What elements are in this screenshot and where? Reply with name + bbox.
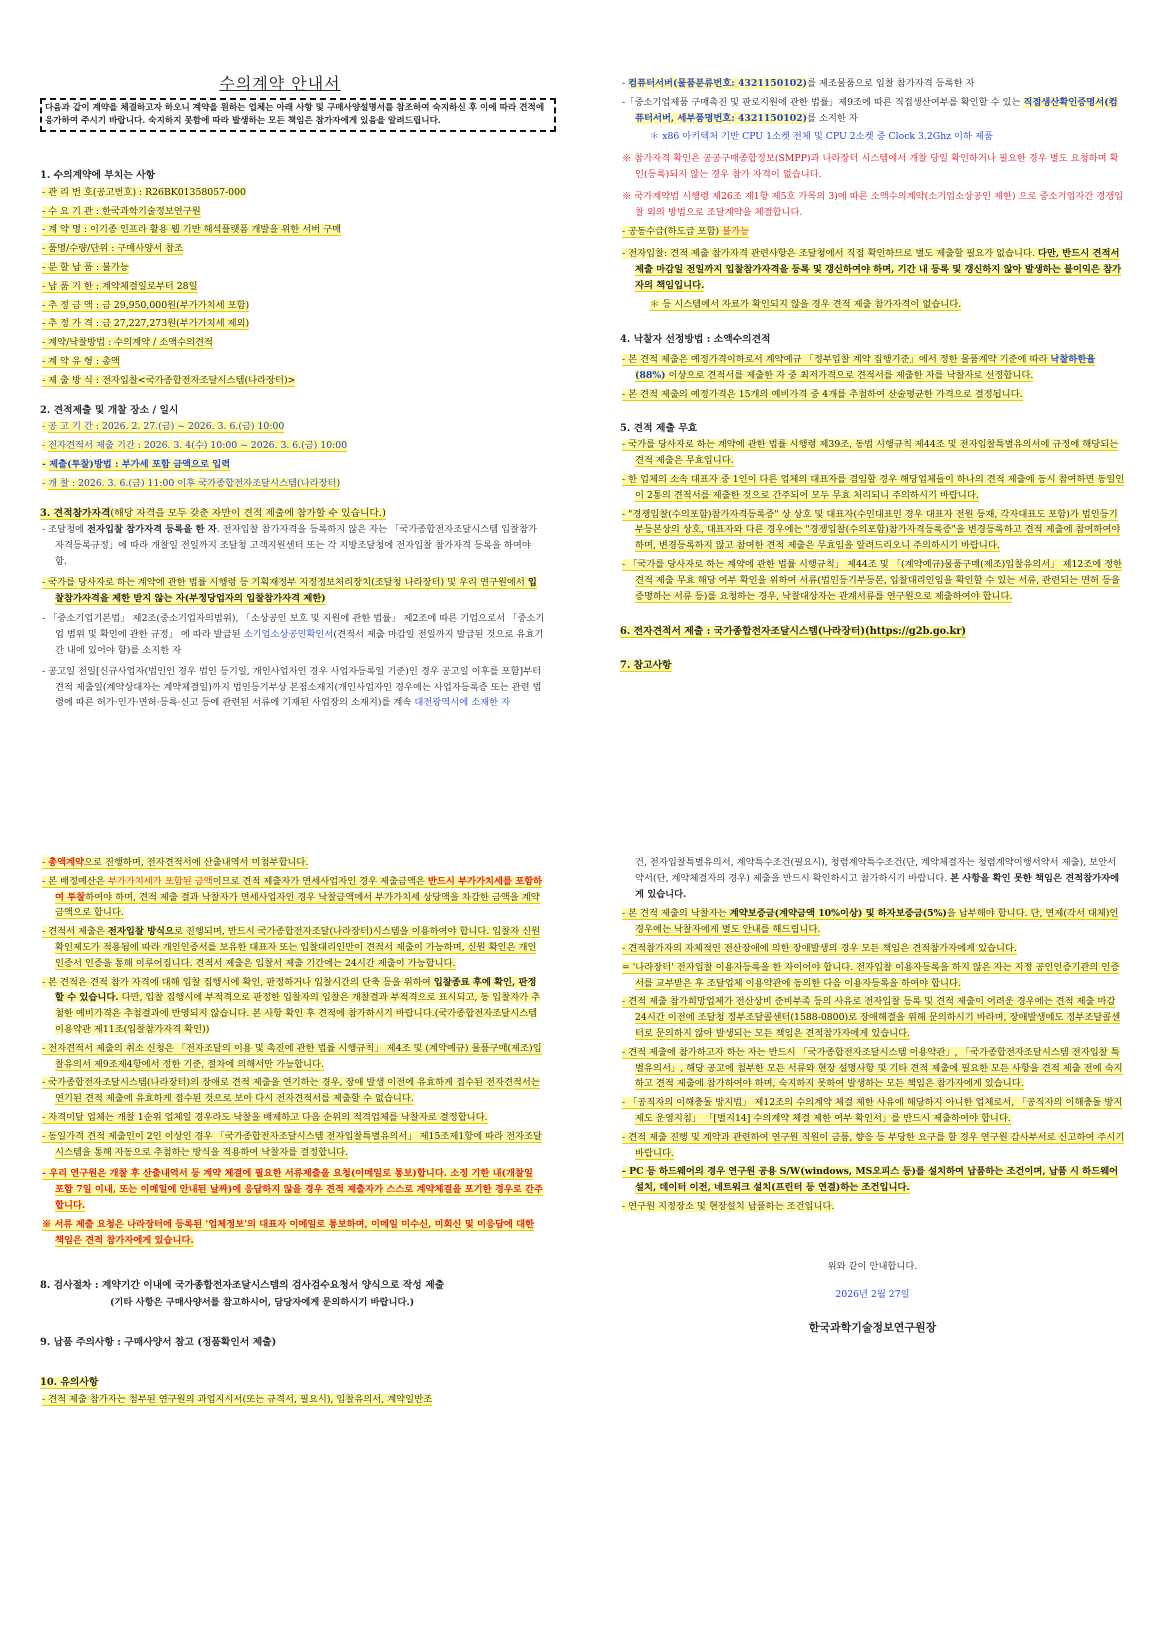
- p2a-text: 동일가격 견적 제출인이 2인 이상인 경우 「국가종합전자조달시스템 전자입찰특별유의서」 제15조제1항에 따라 전자조달시스템을 통해 자동으로 추첨하는 방식을 적용하여 낙찰자를 결정합니다.: [48, 1130, 543, 1158]
- p2b-text: 견적 제출에 참가하고자 하는 자는 반드시 「국가종합전자조달시스템 이용약관」, 「국가종합전자조달시스템 전자입찰 특별유의서」, 해당 공고에 첨부한 모든 서류와 현장 설명사항 및 기타 견적 제출에 필요한 모든 사항을 견적 제출 전에 숙지하고 견적 제출에 참가하여야 하며, 숙지하지 못하여 발생하는 모든 책임은 참가자에게 있습니다.: [628, 1046, 1123, 1090]
- p2b-text: PC 등 하드웨어의 경우 연구원 공용 S/W(windows, MS오피스 등)를 설치하여 납품하는 조건이며, 납품 시 하드웨어 설치, 데이터 이전, 네트워크 설치(프린터 등 연결)하는 조건입니다.: [629, 1166, 1119, 1194]
- s3-text: 전자입찰 참가자격 등록을 한 자: [87, 524, 217, 536]
- s3-text: 입찰참가자격을 제한 받지 않는 자(부정당업자의 입찰참가자격 제한): [55, 576, 537, 604]
- s1-item: 계약/낙찰방법 : 수의계약 / 소액수의견적: [48, 337, 214, 349]
- p2b-text: 건, 전자입찰특별유의서, 계약특수조건(필요시), 청렴계약특수조건(단, 계약체결자는 청렴계약이행서약서 제출), 보안서약서(단, 계약체결자의 경우) 제출을 반드시 확인하시고 참가하시기 바랍니다.: [635, 857, 1117, 884]
- column-3: - 총액계약으로 진행하며, 전자견적서에 산출내역서 미첨부합니다. - 본 배정예산은 부가가치세가 포함된 금액이므로 견적 제출자가 면세사업자인 경우 제출금액은 반드시 부가가치세를 포함하여 투찰하여야 하며, 견적 제출 결과 낙찰자가 면세사업자인 경우 낙찰금액에서 부가가치세 상당액을 차감한 금액을 계약금액으로 합니다. - 견적서 제출은 전자입찰 방식으로 진행되며, 반드시 국가종합전자조달(나라장터)시스템을 이용하여야 합니다. 입찰자 신원확인제도가 적용됨에 따라 개인인증서를 보유한 대표자 또는 입찰대리인만이 견적서 제출이 가능하며, 신원 확인은 개인 인증서 인증을 통해 이루어집니다. 견적서 제출은 입찰서 제출 기간에는 24시간 제출이 가능합니다. - 본 견적은 견적 참가 자격에 대해 입찰 집행시에 확인, 판정하거나 입찰시간의 단축 등을 위하여 입찰종료 후에 확인, 판정할 수 있습니다. 다만, 입찰 집행시에 부적격으로 판정한 입찰자의 입찰은 개찰결과 부적격으로 표시되고, 동 입찰자가 추첨한 예비가격은 추첨결과에 반영되지 않습니다. 본 사항 확인 후 견적에 참가하시기 바랍니다.(국가종합전자조달시스템 이용약관 제11조(입찰참가자격 확인)) - 전자견적서 제출의 취소 신청은 「전자조달의 이용 및 촉진에 관한 법률 시행규칙」 제4조 및 (계약예규) 물품구매(제조)입찰유의서 제9조제4항에서 정한 기준, 절차에 의해서만 가능합니다. - 국가종합전자조달시스템(나라장터)의 장애로 견적 제출을 연기하는 경우, 장애 발생 이전에 유효하게 접수된 전자견적서는 연기된 견적 제출에 유효하게 접수된 것으로 보아 다시 전자견적서를 제출할 수 없습니다. - 자격미달 업체는 개찰 1순위 업체일 경우라도 낙찰을 배제하고 다음 순위의 적격업체를 낙찰자로 결정합니다. - 동일가격 견적 제출인이 2인 이상인 경우 「국가종합전자조달시스템 전자입찰특별유의서」 제15조제1항에 따라 전자조달시스템을 통해 자동으로 추첨하는 방식을 적용하여 낙찰자를 결정합니다. - 우리 연구원은 개찰 후 산출내역서 등 계약 체결에 필요한 서류제출을 요청(이메일로 통보)합니다. 소정 기한 내(개찰일 포함 7일 이내, 또는 이메일에 안내된 날짜)에 응답하지 않을 경우 견적 제출자가 스스로 계약체결을 포기한 경우로 간주합니다. ※ 서류 제출 요청은 나라장터에 등록된 '업체정보'의 대표자 이메일로 통보하며, 이메일 미수신, 미회신 및 미응답에 대한 책임은 견적 참가자에게 있습니다. 8. 검사절차 : 계약기간 이내에 국가종합전자조달시스템의 검사검수요청서 양식으로 작성 제출 (기타 사항은 구매사양서를 참고하시어, 담당자에게 문의하시기 바랍니다.) 9. 납품 주의사항 : 구매사양서 참고 (정품확인서 제출) 10. 유의사항 - 견적 제출 참가자는 첨부된 연구원의 과업지시서(또는 규격서, 필요시), 입찰유의서, 계약일반조: [40, 857, 543, 1405]
- s1-item: 계 약 유 형 : 총액: [48, 355, 120, 367]
- p2a-text: 다만, 입찰 집행시에 부적격으로 판정한 입찰자의 입찰은 개찰결과 부적격으로 표시되고, 동 입찰자가 추첨한 예비가격은 추첨결과에 반영되지 않습니다. 본 사항 확인 후 견적에 참가하시기 바랍니다.(국가종합전자조달시스템 이용약관 제11조(입찰참가자격 확인)): [55, 992, 541, 1035]
- s5-item: 「국가를 당사자로 하는 계약에 관한 법률 시행규칙」 제44조 및 「(계약예규)물품구매(제조)입찰유의서」 제12조에 정한 견적 제출 무효 해당 여부 확인을 위하여 서류(법인등기부등본, 입찰대리인임을 확인할 수 있는 서류, 관련되는 면허 등을 증명하는 서류 등)를 요청하는 경우, 낙찰대상자는 관계서류를 연구원으로 제출하여야 합니다.: [628, 558, 1123, 602]
- s5-item: "경쟁입찰(수의포함)참가자격등록증" 상 상호 및 대표자(수인대표인 경우 대표자 전원 등재, 각자대표도 포함)가 법인등기부등본상의 상호, 대표자와 다른 경우에는 "경쟁입찰(수의포함)참가자격등록증"을 변경등록하고 견적 제출에 참여하여야 하며, 변경등록하지 않고 참여한 견적 제출은 무효임을 알려드리오니 주의하시기 바랍니다.: [628, 508, 1121, 552]
- column-2: - 컴퓨터서버(물품분류번호: 4321150102)를 제조물품으로 입찰 참가자격 등록한 자 -「중소기업제품 구매촉진 및 판로지원에 관한 법률」제9조에 따른 직접생산여부를 확인할 수 있는 직접생산확인증명서(컴퓨터서버, 세부품명번호: 4321150102)를 소지한 자 ＊ x86 아키텍처 기반 CPU 1소켓 전체 및 CPU 2소켓 중 Clock 3.2Ghz 이하 제품 ※ 참가자격 확인은 공공구매종합정보(SMPP)과 나라장터 시스템에서 개찰 당일 확인하거나 필요한 경우 별도 요청하며 확인(등록)되지 않는 경우 참가 자격이 없습니다. ※ 국가계약법 시행령 제26조 제1항 제5호 가목의 3)에 따른 소액수의계약(소기업소상공인 제한) 으로 중소기업자간 경쟁입찰 외의 방법으로 조달계약을 체결합니다. - 공동수급(하도급 포함) 불가능 - 전자입찰: 견적 제출 참가자격 관련사항은 조달청에서 직접 확인하므로 별도 제출할 필요가 없습니다. 다만, 반드시 견적서 제출 마감일 전일까지 입찰참가자격을 등록 및 갱신하여야 하며, 기간 내 등록 및 갱신하지 않아 발생하는 불이익은 참가자의 책임입니다. ＊ 등 시스템에서 자료가 확인되지 않을 경우 견적 제출 참가자격이 없습니다. 4. 낙찰자 선정방법 : 소액수의견적 - 본 견적 제출은 예정가격이하로서 계약예규 「정부입찰 계약 집행기준」에서 정한 물품계약 기준에 따라 낙찰하한율(88%) 이상으로 견적서를 제출한 자 중 최저가격으로 견적서를 제출한 자를 낙찰자로 선정합니다. - 본 견적 제출의 예정가격은 15개의 예비가격 중 4개를 추첨하여 산술평균한 가격으로 결정됩니다. 5. 견적 제출 무효 - 국가를 당사자로 하는 계약에 관한 법률 시행령 제39조, 동법 시행규칙 제44조 및 전자입찰특별유의서에 규정에 해당되는 견적 제출은 무효입니다. - 한 업체의 소속 대표자 중 1인이 다른 업체의 대표자를 겸임할 경우 해당업체들이 하나의 견적 제출에 동시 참여하면 동일인이 2통의 견적서를 제출한 것으로 간주되어 모두 무효 처리되니 주의하시기 바랍니다. - "경쟁입찰(수의포함)참가자격등록증" 상 상호 및 대표자(수인대표인 경우 대표자 전원 등재, 각자대표도 포함)가 법인등기부등본상의 상호, 대표자와 다른 경우에는 "경쟁입찰(수의포함)참가자격등록증"을 변경등록하고 견적 제출에 참여하여야 하며, 변경등록하지 않고 참여한 견적 제출은 무효임을 알려드리오니 주의하시기 바랍니다. - 「국가를 당사자로 하는 계약에 관한 법률 시행규칙」 제44조 및 「(계약예규)물품구매(제조)입찰유의서」 제12조에 정한 견적 제출 무효 해당 여부 확인을 위하여 서류(법인등기부등본, 입찰대리인임을 확인할 수 있는 서류, 관련되는 면허 등을 증명하는 서류 등)를 요청하는 경우, 낙찰대상자는 관계서류를 연구원으로 제출하여야 합니다. 6. 전자견적서 제출 : 국가종합전자조달시스템(나라장터)(https://g2b.go.kr) 7. 참고사항: [620, 78, 1125, 672]
- s4-text: 이상으로 견적서를 제출한 자 중 최저가격으로 견적서를 제출한 자를 낙찰자로 선정합니다.: [665, 369, 1034, 381]
- s3-text: 조달청에: [48, 524, 87, 536]
- s1-item: 품명/수량/단위 : 구매사양서 참조: [48, 243, 184, 255]
- closing-date: 2026년 2월 27일: [835, 1288, 910, 1300]
- section-7-heading: 7. 참고사항: [620, 660, 672, 672]
- section-3-heading: 3. 견적참가자격: [40, 507, 111, 519]
- closing-line: 위와 같이 안내합니다.: [827, 1260, 918, 1272]
- c2-text: 다만, 반드시 견적서 제출 마감일 전일까지 입찰참가자격을 등록 및 갱신하여야 하며, 기간 내 등록 및 갱신하지 않아 발생하는 불이익은 참가자의 책임입니다.: [635, 248, 1122, 291]
- section-10-heading: 10. 유의사항: [40, 1376, 99, 1388]
- s4-text: 본 견적 제출의 예정가격은 15개의 예비가격 중 4개를 추첨하여 산술평균한 가격으로 결정됩니다.: [628, 388, 1023, 400]
- s3-text: 국가를 당사자로 하는 계약에 관한 법률 시행령 등 기획재정부 지정정보처리장치(조달청 나라장터) 및 우리 연구원에서: [48, 576, 528, 588]
- page-2: [0, 826, 1168, 1652]
- p2a-text: 입찰종료 후에 확인, 판정할 수 있습니다.: [55, 976, 537, 1004]
- p2b-text: 견적 제출 참가희망업체가 전산상비 준비부족 등의 사유로 전자입찰 등록 및 견적 제출이 어려운 경우에는 견적 제출 마감 24시간 이전에 조달청 정부조달콜센터(1588-0800)로 장애해결을 위해 문의하시기 바라며, 장애발생에도 정부조달콜센터로 문의하지 않아 발생되는 모든 책임은 견적참가자에게 있습니다.: [628, 996, 1121, 1039]
- s2-item: 공 고 기 간 : 2026. 2. 27.(금) ~ 2026. 3. 6.(금) 10:00: [48, 421, 285, 433]
- p2b-text: 본 견적 제출의 낙찰자는: [628, 908, 730, 920]
- section-9-heading: 9. 납품 주의사항 : 구매사양서 참고 (정품확인서 제출): [40, 1336, 277, 1348]
- s3-text: 공고일 전일[신규사업자(법인인 경우 법인 등기일, 개인사업자인 경우 사업자등록일 기준)인 경우 공고일 이후를 포함]부터 견적 제출일(계약상대자는 계약체결일)까지 법인등기부상 본점소재지(개인사업자인 경우에는 사업자등록증 또는 관련 법령에 따른 허가·인가·면허·등록·신고 등에 관련된 서류에 기재된 사업장의 소재지)를 계속: [48, 665, 542, 709]
- s1-item: 관 리 번 호(공고번호) : R26BK01358057-000: [48, 186, 246, 198]
- c2-text: ※ 참가자격 확인은 공공구매종합정보(SMPP)과 나라장터 시스템에서 개찰 당일 확인하거나 필요한 경우 별도 요청하며 확인(등록)되지 않는 경우 참가 자격이 없습니다.: [622, 153, 1119, 180]
- s5-item: 국가를 당사자로 하는 계약에 관한 법률 시행령 제39조, 동법 시행규칙 제44조 및 전자입찰특별유의서에 규정에 해당되는 견적 제출은 무효입니다.: [628, 439, 1119, 467]
- p2a-text: 부가가치세가 포함된 금액: [107, 875, 213, 887]
- p2a-text: 로 진행되며, 반드시 국가종합전자조달(나라장터)시스템을 이용하여야 합니다. 입찰자 신원확인제도가 적용됨에 따라 개인인증서를 보유한 대표자 또는 입찰대리인만이 견적서 제출이 가능하며, 신원 확인은 개인 인증서 인증을 통해 이루어집니다. 견적서 제출은 입찰서 제출 기간에는 24시간 제출이 가능합니다.: [55, 926, 541, 969]
- document-title: 수의계약 안내서: [219, 74, 341, 93]
- c2-text: 를 소지한 자: [807, 112, 858, 124]
- p2a-text: 전자견적서 제출의 취소 신청은 「전자조달의 이용 및 촉진에 관한 법률 시행규칙」 제4조 및 (계약예규) 물품구매(제조)입찰유의서 제9조제4항에서 정한 기준, 절차에 의해서만 가능합니다.: [48, 1042, 542, 1070]
- p2a-text: 전자입찰 방식으: [107, 926, 175, 938]
- c2-text: -「중소기업제품 구매촉진 및 판로지원에 관한 법률」제9조에 따른 직접생산여부를 확인할 수 있는: [622, 96, 1024, 108]
- section-4-heading: 4. 낙찰자 선정방법 : 소액수의견적: [620, 334, 771, 346]
- p2b-text: 본 사항을 확인 못한 책임은 견적참가자에게 있습니다.: [635, 872, 1120, 900]
- section-6-heading: 6. 전자견적서 제출 : 국가종합전자조달시스템(나라장터)(https://g2b.go.kr): [620, 626, 967, 638]
- p2a-text: 우리 연구원은 개찰 후 산출내역서 등 계약 체결에 필요한 서류제출을 요청(이메일로 통보)합니다. 소정 기한 내(개찰일 포함 7일 이내, 또는 이메일에 안내된 날짜)에 응답하지 않을 경우 견적 제출자가 스스로 계약체결을 포기한 경우로 간주합니다.: [49, 1168, 543, 1211]
- p2b-text: 「공직자의 이해충돌 방지법」 제12조의 수의계약 체결 제한 사유에 해당하지 아니한 업체로서, 「공직자의 이해충돌 방지제도 운영지침」 「[별지14] 수의계약 체결 제한 여부 확인서」를 반드시 제출하여야 합니다.: [628, 1097, 1123, 1124]
- p2b-text: 견적 제출 진행 및 계약과 관련하여 연구원 직원이 금품, 향응 등 부당한 요구를 할 경우 연구원 감사부서로 신고하여 주시기 바랍니다.: [628, 1131, 1125, 1159]
- p2a-text: 국가종합전자조달시스템(나라장터)의 장애로 견적 제출을 연기하는 경우, 장애 발생 이전에 유효하게 접수된 전자견적서는 연기된 견적 제출에 유효하게 접수된 것으로 보아 다시 전자견적서를 제출할 수 없습니다.: [48, 1077, 540, 1105]
- c2-text: 컴퓨터서버(물품분류번호: 4321150102): [628, 78, 808, 89]
- c2-text: ＊ 등 시스템에서 자료가 확인되지 않을 경우 견적 제출 참가자격이 없습니다.: [650, 298, 962, 310]
- c2-text: 공동수급(하도급 포함): [628, 226, 723, 238]
- s4-text: 낙찰하한율(88%): [635, 354, 1096, 381]
- p2a-text: 총액계약: [48, 857, 85, 868]
- s3-text: . 전자입찰 참가자격을 등록하지 않은 자는 「국가종합전자조달시스템 입찰참가자격등록규정」에 따라 개찰일 전일까지 조달청 고객지원센터 또는 각 지방조달청에 전자입찰 참가자격 등록을 하여야 함.: [55, 524, 538, 567]
- p2b-text: 을 납부해야 합니다. 단, 면제(각서 대체)인 경우에는 낙찰자에게 별도 안내를 해드립니다.: [635, 908, 1119, 936]
- section-8-heading: 8. 검사절차 : 계약기간 이내에 국가종합전자조달시스템의 검사검수요청서 양식으로 작성 제출: [40, 1280, 445, 1292]
- s2-item: 제출(투찰)방법 : 부가세 포함 금액으로 입력: [49, 458, 231, 470]
- p2b-text: 계약보증금(계약금액 10%이상) 및 하자보증금(5%): [729, 908, 947, 920]
- p2a-text: 하여야 하며, 견적 제출 결과 낙찰자가 면세사업자인 경우 낙찰금액에서 부가가치세 상당액을 차감한 금액을 계약금액으로 합니다.: [55, 891, 540, 919]
- p2a-text: 견적서 제출은: [48, 926, 108, 938]
- c2-text: ※ 국가계약법 시행령 제26조 제1항 제5호 가목의 3)에 따른 소액수의계약(소기업소상공인 제한) 으로 중소기업자간 경쟁입찰 외의 방법으로 조달계약을 체결합니다.: [622, 190, 1124, 218]
- c2-text: ＊ x86 아키텍처 기반 CPU 1소켓 전체 및 CPU 2소켓 중 Clock 3.2Ghz 이하 제품: [650, 131, 993, 143]
- column-1: 1. 수의계약에 부치는 사항 - 관 리 번 호(공고번호) : R26BK01358057-000 - 수 요 기 관 : 한국과학기술정보연구원 - 계 약 명 : 이기종 인프라 활용 웹 기반 해석플랫폼 개발을 위한 서버 구매 - 품명/수량/단위 : 구매사양서 참조 - 분 할 납 품 : 불가능 - 납 품 기 한 : 계약체결일로부터 28일 - 추 정 금 액 : 금 29,950,000원(부가가치세 포함) - 추 정 가 격 : 금 27,227,273원(부가가치세 제외) - 계약/낙찰방법 : 수의계약 / 소액수의견적 - 계 약 유 형 : 총액 - 제 출 방 식 : 전자입찰<국가종합전자조달시스템(나라장터)> 2. 견적제출 및 개찰 장소 / 일시 - 공 고 기 간 : 2026. 2. 27.(금) ~ 2026. 3. 6.(금) 10:00 - 전자견적서 제출 기간 : 2026. 3. 4(수) 10:00 ~ 2026. 3. 6.(금) 10:00 - 제출(투찰)방법 : 부가세 포함 금액으로 입력 - 개 찰 : 2026. 3. 6.(금) 11:00 이후 국가종합전자조달시스템(나라장터) 3. 견적참가자격(해당 자격을 모두 갖춘 자만이 견적 제출에 참가할 수 있습니다.) - 조달청에 전자입찰 참가자격 등록을 한 자. 전자입찰 참가자격을 등록하지 않은 자는 「국가종합전자조달시스템 입찰참가자격등록규정」에 따라 개찰일 전일까지 조달청 고객지원센터 또는 각 지방조달청에 전자입찰 참가자격 등록을 하여야 함. - 국가를 당사자로 하는 계약에 관한 법률 시행령 등 기획재정부 지정정보처리장치(조달청 나라장터) 및 우리 연구원에서 입찰참가자격을 제한 받지 않는 자(부정당업자의 입찰참가자격 제한) - 「중소기업기본법」 제2조(중소기업자의범위), 「소상공인 보호 및 지원에 관한 법률」 제2조에 따른 기업으로서 「중소기업 범위 및 확인에 관한 규정」 에 따라 발급된 소기업소상공인확인서(견적서 제출 마감일 전일까지 발급된 것으로 유효기간 내에 있어야 함)를 소지한 자 - 공고일 전일[신규사업자(법인인 경우 법인 등기일, 개인사업자인 경우 사업자등록일 기준)인 경우 공고일 이후를 포함]부터 견적 제출일(계약상대자는 계약체결일)까지 법인등기부상 본점소재지(개인사업자인 경우에는 사업자등록증 또는 관련 법령에 따른 허가·인가·면허·등록·신고 등에 관련된 서류에 기재된 사업장의 소재지)를 계속 대전광역시에 소재한 자: [40, 170, 545, 709]
- c2-text: 직접생산확인증명서(컴퓨터서버, 세부품명번호: 4321150102): [635, 96, 1118, 124]
- closing-org: 한국과학기술정보연구원장: [808, 1321, 937, 1335]
- c2-text: 불가능: [722, 226, 750, 238]
- section-5-heading: 5. 견적 제출 무효: [620, 422, 698, 434]
- s1-item: 계 약 명 : 이기종 인프라 활용 웹 기반 해석플랫폼 개발을 위한 서버 구매: [48, 224, 342, 236]
- section-8-note: (기타 사항은 구매사양서를 참고하시어, 담당자에게 문의하시기 바랍니다.): [110, 1297, 415, 1309]
- column-4: 건, 전자입찰특별유의서, 계약특수조건(필요시), 청렴계약특수조건(단, 계약체결자는 청렴계약이행서약서 제출), 보안서약서(단, 계약체결자의 경우) 제출을 반드시 확인하시고 참가하시기 바랍니다. 본 사항을 확인 못한 책임은 견적참가자에게 있습니다. - 본 견적 제출의 낙찰자는 계약보증금(계약금액 10%이상) 및 하자보증금(5%)을 납부해야 합니다. 단, 면제(각서 대체)인 경우에는 낙찰자에게 별도 안내를 해드립니다. - 견적참가자의 자체적인 전산장애에 의한 장애발생의 경우 모든 책임은 견적참가자에게 있습니다. = '나라장터' 전자입찰 이용자등록을 한 자이어야 합니다. 전자입찰 이용자등록을 하지 않은 자는 지정 공인인증기관의 인증서를 교부받은 후 조달업체 이용약관에 동의한 다음 이용자등록을 하여야 합니다. - 견적 제출 참가희망업체가 전산상비 준비부족 등의 사유로 전자입찰 등록 및 견적 제출이 어려운 경우에는 견적 제출 마감 24시간 이전에 조달청 정부조달콜센터(1588-0800)로 장애해결을 위해 문의하시기 바라며, 장애발생에도 정부조달콜센터로 문의하지 않아 발생되는 모든 책임은 견적참가자에게 있습니다. - 견적 제출에 참가하고자 하는 자는 반드시 「국가종합전자조달시스템 이용약관」, 「국가종합전자조달시스템 전자입찰 특별유의서」, 해당 공고에 첨부한 모든 서류와 현장 설명사항 및 기타 견적 제출에 필요한 모든 사항을 견적 제출 전에 숙지하고 견적 제출에 참가하여야 하며, 숙지하지 못하여 발생하는 모든 책임은 참가자에게 있습니다. - 「공직자의 이해충돌 방지법」 제12조의 수의계약 체결 제한 사유에 해당하지 아니한 업체로서, 「공직자의 이해충돌 방지제도 운영지침」 「[별지14] 수의계약 체결 제한 여부 확인서」를 반드시 제출하여야 합니다. - 견적 제출 진행 및 계약과 관련하여 연구원 직원이 금품, 향응 등 부당한 요구를 할 경우 연구원 감사부서로 신고하여 주시기 바랍니다. - PC 등 하드웨어의 경우 연구원 공용 S/W(windows, MS오피스 등)를 설치하여 납품하는 조건이며, 납품 시 하드웨어 설치, 데이터 이전, 네트워크 설치(프린터 등 연결)하는 조건입니다. - 연구원 지정장소 및 현장설치 납품하는 조건입니다. 위와 같이 안내합니다. 2026년 2월 27일 한국과학기술정보연구원장: [622, 857, 1125, 1335]
- s3-text: (견적서 제출 마감일 전일까지 발급된 것으로 유효기간 내에 있어야 함)를 소지한 자: [55, 629, 544, 656]
- s4-text: 본 견적 제출은 예정가격이하로서 계약예규 「정부입찰 계약 집행기준」에서 정한 물품계약 기준에 따라: [628, 354, 1051, 366]
- notice-box: 다음과 같이 계약을 체결하고자 하오니 계약을 원하는 업체는 아래 사항 및 구매사양설명서를 참조하여 숙지하신 후 이에 따라 견적에 응가하여 주시기 바랍니다. 숙지하지 못함에 따라 발생하는 모든 책임은 참가자에게 있음을 알려드립니다.: [40, 98, 556, 132]
- s5-item: 한 업체의 소속 대표자 중 1인이 다른 업체의 대표자를 겸임할 경우 해당업체들이 하나의 견적 제출에 동시 참여하면 동일인이 2통의 견적서를 제출한 것으로 간주되어 모두 무효 처리되니 주의하시기 바랍니다.: [628, 473, 1125, 501]
- s1-item: 추 정 금 액 : 금 29,950,000원(부가가치세 포함): [48, 299, 250, 311]
- c2-text: 를 제조물품으로 입찰 참가자격 등록한 자: [807, 78, 975, 89]
- p2b-text: 견적참가자의 자체적인 전산장애에 의한 장애발생의 경우 모든 책임은 견적참가자에게 있습니다.: [628, 942, 1017, 954]
- section-2-heading: 2. 견적제출 및 개찰 장소 / 일시: [40, 404, 179, 416]
- c2-text: -: [622, 78, 629, 89]
- s1-item: 납 품 기 한 : 계약체결일로부터 28일: [48, 280, 198, 292]
- s1-item: 추 정 가 격 : 금 27,227,273원(부가가치세 제외): [48, 318, 250, 330]
- p2a-text: 으로 진행하며, 전자견적서에 산출내역서 미첨부합니다.: [84, 857, 309, 868]
- p2b-text: '나라장터' 전자입찰 이용자등록을 한 자이어야 합니다. 전자입찰 이용자등록을 하지 않은 자는 지정 공인인증기관의 인증서를 교부받은 후 조달업체 이용약관에 동의한 다음 이용자등록을 하여야 합니다.: [632, 961, 1120, 989]
- section-3-note: (해당 자격을 모두 갖춘 자만이 견적 제출에 참가할 수 있습니다.): [110, 507, 386, 519]
- c2-text: 전자입찰: 견적 제출 참가자격 관련사항은 조달청에서 직접 확인하므로 별도 제출할 필요가 없습니다.: [628, 248, 1038, 260]
- s3-text: 「중소기업기본법」 제2조(중소기업자의범위), 「소상공인 보호 및 지원에 관한 법률」 제2조에 따른 기업으로서 「중소기업 범위 및 확인에 관한 규정」 에 따라 발급된: [48, 613, 545, 641]
- p2a-text: 자격미달 업체는 개찰 1순위 업체일 경우라도 낙찰을 배제하고 다음 순위의 적격업체를 낙찰자로 결정합니다.: [48, 1111, 488, 1123]
- s1-item: 수 요 기 관 : 한국과학기술정보연구원: [48, 205, 201, 217]
- s3-text: 소기업소상공인확인서: [243, 629, 334, 641]
- s1-item: 제 출 방 식 : 전자입찰<국가종합전자조달시스템(나라장터)>: [48, 374, 296, 386]
- p2a-text: 본 견적은 견적 참가 자격에 대해 입찰 집행시에 확인, 판정하거나 입찰시간의 단축 등을 위하여: [48, 976, 434, 988]
- s1-item: 분 할 납 품 : 불가능: [48, 261, 129, 273]
- p2b-text: 연구원 지정장소 및 현장설치 납품하는 조건입니다.: [628, 1200, 835, 1212]
- s2-item: 전자견적서 제출 기간 : 2026. 3. 4(수) 10:00 ~ 2026. 3. 6.(금) 10:00: [48, 440, 348, 452]
- s3-text: 대전광역시에 소재한 자: [414, 697, 511, 709]
- p2a-text: 본 배정예산은: [48, 875, 108, 887]
- section-1-heading: 1. 수의계약에 부치는 사항: [40, 170, 156, 181]
- s10-text: 견적 제출 참가자는 첨부된 연구원의 과업지시서(또는 규격서, 필요시), 입찰유의서, 계약일반조: [48, 1393, 433, 1405]
- p2a-text: 반드시 부가가치세를 포함하여 투찰: [55, 875, 543, 903]
- p2a-text: ※ 서류 제출 요청은 나라장터에 등록된 '업체정보'의 대표자 이메일로 통보하며, 이메일 미수신, 미회신 및 미응답에 대한 책임은 견적 참가자에게 있습니다.: [42, 1218, 535, 1246]
- s2-item: 개 찰 : 2026. 3. 6.(금) 11:00 이후 국가종합전자조달시스템(나라장터): [48, 477, 341, 489]
- p2a-text: 이므로 견적 제출자가 면세사업자인 경우 제출금액은: [212, 875, 428, 887]
